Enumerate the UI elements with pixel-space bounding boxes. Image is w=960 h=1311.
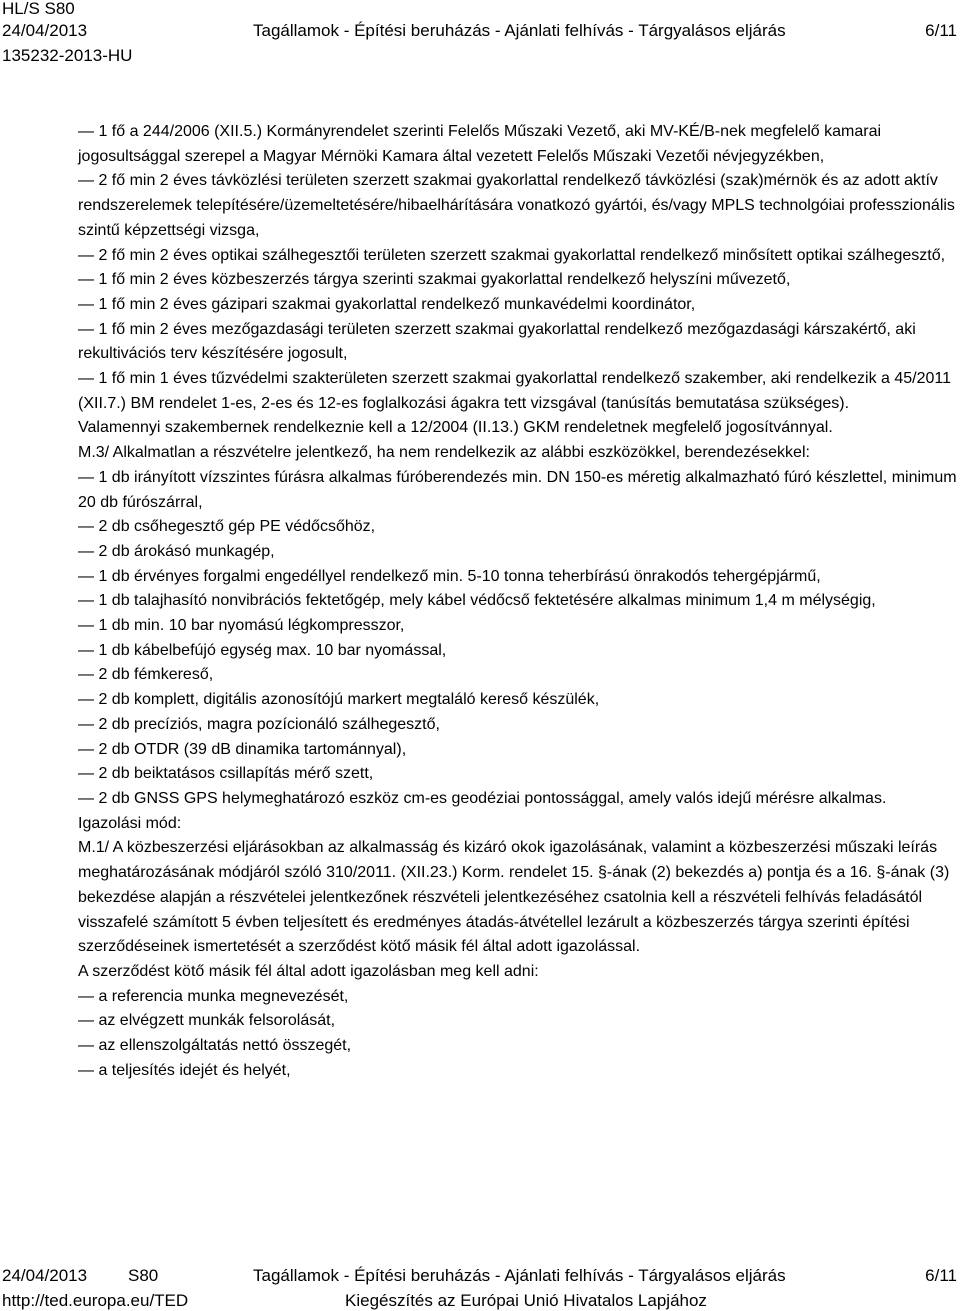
paragraph: — 2 db csőhegesztő gép PE védőcsőhöz, (78, 518, 376, 536)
paragraph: — 2 db OTDR (39 dB dinamika tartománnyal), (78, 740, 407, 758)
page-header (0, 0, 960, 72)
header-date: 24/04/2013 (2, 21, 88, 40)
paragraph: — 2 db GNSS GPS helymeghatározó eszköz cm-es geodéziai pontossággal, amely valós idejű mérésre alkalmas. (78, 789, 887, 807)
paragraph: — 1 fő a 244/2006 (XII.5.) Kormányrendelet szerinti Felelős Műszaki Vezető, aki MV-KÉ/B-nek megfelelő kamarai jogosultsággal szerepel a Magyar Mérnöki Kamara által vezetett Felelős Műszaki Vezetői névjegyzékben, (78, 123, 882, 165)
footer-publication: Kiegészítés az Európai Unió Hivatalos Lapjához (345, 1291, 707, 1310)
paragraph: — 2 db beiktatásos csillapítás mérő szett, (78, 765, 374, 783)
paragraph: A szerződést kötő másik fél által adott igazolásban meg kell adni: (78, 962, 539, 980)
paragraph: — 2 fő min 2 éves távközlési területen szerzett szakmai gyakorlattal rendelkező távközlési (szak)mérnök és az adott aktív rendszerelemek telepítésére/üzemeltetésére/hibaelhárítására vonatkozó gyártói, és/vagy MPLS technolgóiai professzionális szintű képzettségi vizsga, (78, 172, 955, 239)
paragraph: — az elvégzett munkák felsorolását, (78, 1012, 336, 1030)
header-title: Tagállamok - Építési beruházás - Ajánlati felhívás - Tárgyalásos eljárás (253, 21, 786, 40)
paragraph: — 2 fő min 2 éves optikai szálhegesztői területen szerzett szakmai gyakorlattal rendelkező minősített optikai szálhegesztő, (78, 246, 946, 264)
paragraph: — 2 db komplett, digitális azonosítójú markert megtaláló kereső készülék, (78, 691, 600, 709)
paragraph: — a referencia munka megnevezését, (78, 987, 349, 1005)
paragraph: — 1 fő min 2 éves mezőgazdasági területen szerzett szakmai gyakorlattal rendelkező mezőgazdasági kárszakértő, aki rekultivációs terv készítésére jogosult, (78, 320, 916, 363)
paragraph: — az ellenszolgáltatás nettó összegét, (78, 1037, 352, 1055)
footer-page-number: 6/11 (925, 1266, 957, 1285)
footer-title: Tagállamok - Építési beruházás - Ajánlati felhívás - Tárgyalásos eljárás (253, 1266, 786, 1285)
paragraph: — 1 fő min 2 éves gázipari szakmai gyakorlattal rendelkező munkavédelmi koordinátor, (78, 295, 696, 313)
footer-series: S80 (128, 1266, 159, 1285)
paragraph: Valamennyi szakembernek rendelkeznie kell a 12/2004 (II.13.) GKM rendeletnek megfelelő jogosítvánnyal. (78, 419, 833, 437)
paragraph: — a teljesítés idejét és helyét, (78, 1061, 291, 1079)
paragraph: — 1 db érvényes forgalmi engedéllyel rendelkező min. 5-10 tonna teherbírású önrakodós tehergépjármű, (78, 567, 821, 585)
paragraph: M.3/ Alkalmatlan a részvételre jelentkező, ha nem rendelkezik az alábbi eszközökkel, berendezésekkel: (78, 444, 810, 462)
paragraph: — 1 db talajhasító nonvibrációs fektetőgép, mely kábel védőcső fektetésére alkalmas minimum 1,4 m mélységig, (78, 592, 876, 610)
page-footer (0, 1262, 960, 1311)
paragraph: — 1 fő min 2 éves közbeszerzés tárgya szerinti szakmai gyakorlattal rendelkező helyszíni művezető, (78, 271, 791, 289)
header-page-number: 6/11 (925, 21, 957, 40)
paragraph: — 2 db árokásó munkagép, (78, 542, 275, 560)
notice-id: 135232-2013-HU (2, 46, 133, 65)
paragraph: M.1/ A közbeszerzési eljárásokban az alkalmasság és kizáró okok igazolásának, valamint a közbeszerzési műszaki leírás meghatározásának módjáról szóló 310/2011. (XII.23.) Korm. rendelet 15. §-ának (2) bekezdés a) pontja és a 16. §-ának (3) bekezdése alapján a részvételei jelentkezőnek részvételi jelentkezéséhez csatolnia kell a részvételi felhívás feladásától visszafelé számított 5 évben teljesített és eredményes átadás-átvétellel lezárult a közbeszerzés tárgya szerinti építési szerződéseinek ismertetését a szerződést kötő másik fél által adott igazolással. (78, 839, 950, 956)
footer-url-link[interactable]: http://ted.europa.eu/TED (2, 1291, 189, 1310)
paragraph: — 1 db min. 10 bar nyomású légkompresszor, (78, 617, 405, 635)
paragraph: — 1 fő min 1 éves tűzvédelmi szakterületen szerzett szakmai gyakorlattal rendelkező szakember, aki rendelkezik a 45/2011 (XII.7.) BM rendelet 1-es, 2-es és 12-es foglalkozási ágakra tett vizsgával (tanúsítás bemutatása szükséges). (78, 370, 952, 412)
footer-date: 24/04/2013 (2, 1266, 88, 1285)
doc-reference: HL/S S80 (2, 0, 75, 18)
paragraph: — 2 db fémkereső, (78, 666, 214, 684)
paragraph: — 1 db irányított vízszintes fúrásra alkalmas fúróberendezés min. DN 150-es méretig alkalmazható fúró készlettel, minimum 20 db fúrószárral, (78, 468, 957, 511)
paragraph: Igazolási mód: (78, 814, 182, 832)
document-body (78, 120, 958, 1083)
paragraph: — 2 db precíziós, magra pozícionáló szálhegesztő, (78, 715, 440, 733)
paragraph: — 1 db kábelbefújó egység max. 10 bar nyomással, (78, 641, 447, 659)
